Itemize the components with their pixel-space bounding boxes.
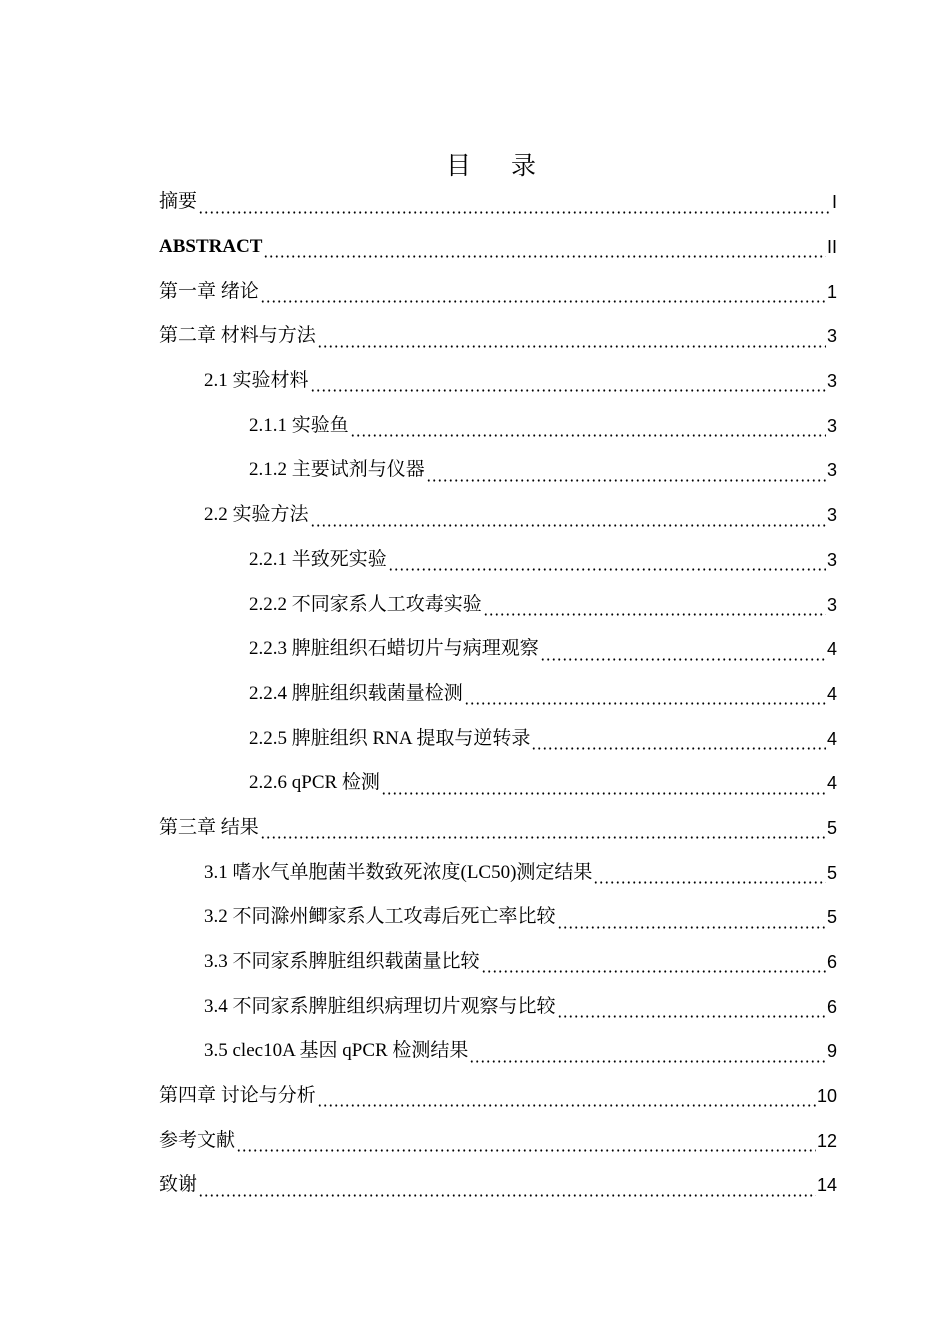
toc-entry-label: 3.4 不同家系脾脏组织病理切片观察与比较 — [204, 995, 556, 1017]
toc-entry-label: 2.1 实验材料 — [204, 370, 309, 392]
toc-dot-leader — [317, 1104, 816, 1107]
toc-entry-label: 第二章 材料与方法 — [159, 325, 316, 347]
toc-dot-leader — [263, 255, 826, 258]
toc-entry[interactable] — [159, 672, 837, 717]
toc-entry-page-number: 10 — [816, 1086, 837, 1107]
toc-entry-label: 2.2.6 qPCR 检测 — [249, 772, 380, 794]
toc-entry-page-number: I — [831, 192, 837, 213]
toc-dot-leader — [483, 613, 826, 616]
toc-entry[interactable] — [159, 269, 837, 314]
toc-entry-page-number: 1 — [826, 281, 837, 302]
toc-entry-label: 3.1 嗜水气单胞菌半数致死浓度(LC50)测定结果 — [204, 861, 593, 883]
toc-entry-page-number: 3 — [826, 415, 837, 436]
toc-dot-leader — [350, 434, 826, 437]
toc-dot-leader — [540, 658, 826, 661]
toc-dot-leader — [593, 881, 826, 884]
toc-dot-leader — [236, 1149, 816, 1152]
toc-entry[interactable] — [159, 1163, 837, 1208]
toc-entry[interactable] — [159, 850, 837, 895]
toc-dot-leader — [310, 389, 826, 392]
toc-entry-page-number: 5 — [826, 817, 837, 838]
toc-dot-leader — [388, 568, 826, 571]
toc-entry-page-number: 4 — [826, 773, 837, 794]
toc-entry[interactable] — [159, 225, 837, 270]
toc-dot-leader — [198, 1194, 816, 1197]
toc-entry-page-number: 4 — [826, 683, 837, 704]
toc-dot-leader — [260, 300, 826, 303]
toc-entry-label: 第一章 绪论 — [159, 280, 259, 302]
toc-entry[interactable] — [159, 403, 837, 448]
toc-list — [159, 180, 837, 1208]
toc-dot-leader — [317, 345, 826, 348]
toc-entry-label: 3.3 不同家系脾脏组织载菌量比较 — [204, 951, 480, 973]
toc-dot-leader — [469, 1060, 826, 1063]
toc-entry-label: 第三章 结果 — [159, 816, 259, 838]
toc-dot-leader — [557, 926, 826, 929]
toc-dot-leader — [557, 1015, 826, 1018]
toc-dot-leader — [381, 792, 826, 795]
toc-entry[interactable] — [159, 761, 837, 806]
toc-entry-label: 参考文献 — [159, 1129, 236, 1151]
toc-entry[interactable] — [159, 627, 837, 672]
toc-dot-leader — [310, 524, 826, 527]
toc-entry-label: 2.2.1 半致死实验 — [249, 548, 387, 570]
toc-title: 目 录 — [446, 151, 552, 180]
toc-entry[interactable] — [159, 1029, 837, 1074]
toc-entry[interactable] — [159, 716, 837, 761]
toc-entry-label: 3.5 clec10A 基因 qPCR 检测结果 — [204, 1040, 469, 1062]
toc-entry-page-number: 6 — [826, 952, 837, 973]
toc-entry-page-number: 9 — [826, 1041, 837, 1062]
toc-dot-leader — [481, 970, 826, 973]
toc-entry-page-number: 5 — [826, 907, 837, 928]
toc-entry-page-number: 4 — [826, 728, 837, 749]
toc-entry[interactable] — [159, 582, 837, 627]
toc-dot-leader — [531, 747, 826, 750]
toc-entry-page-number: 12 — [816, 1130, 837, 1151]
toc-entry-page-number: 3 — [826, 326, 837, 347]
toc-entry-label: ABSTRACT — [159, 236, 263, 258]
toc-dot-leader — [260, 836, 826, 839]
toc-entry[interactable] — [159, 806, 837, 851]
toc-entry-label: 摘要 — [159, 191, 198, 213]
toc-dot-leader — [464, 702, 826, 705]
toc-entry-label: 致谢 — [159, 1174, 198, 1196]
toc-entry[interactable] — [159, 895, 837, 940]
toc-entry-label: 2.2.2 不同家系人工攻毒实验 — [249, 593, 482, 615]
toc-entry[interactable] — [159, 538, 837, 583]
toc-entry-label: 2.1.2 主要试剂与仪器 — [249, 459, 425, 481]
toc-dot-leader — [426, 479, 826, 482]
toc-entry-page-number: 6 — [826, 996, 837, 1017]
toc-dot-leader — [198, 211, 831, 214]
toc-entry-page-number: 3 — [826, 594, 837, 615]
toc-entry-page-number: 3 — [826, 549, 837, 570]
toc-entry-label: 2.2.3 脾脏组织石蜡切片与病理观察 — [249, 638, 539, 660]
toc-entry[interactable] — [159, 359, 837, 404]
toc-entry-page-number: 3 — [826, 371, 837, 392]
toc-entry-label: 第四章 讨论与分析 — [159, 1085, 316, 1107]
toc-entry-page-number: 14 — [816, 1175, 837, 1196]
toc-entry-page-number: 4 — [826, 639, 837, 660]
toc-entry[interactable] — [159, 448, 837, 493]
toc-entry[interactable] — [159, 314, 837, 359]
toc-entry-page-number: 3 — [826, 460, 837, 481]
toc-entry-label: 3.2 不同滁州鲫家系人工攻毒后死亡率比较 — [204, 906, 556, 928]
toc-entry-page-number: 3 — [826, 505, 837, 526]
toc-entry[interactable] — [159, 1118, 837, 1163]
toc-entry[interactable] — [159, 180, 837, 225]
toc-entry[interactable] — [159, 1074, 837, 1119]
toc-entry[interactable] — [159, 984, 837, 1029]
toc-entry-page-number: 5 — [826, 862, 837, 883]
toc-entry-label: 2.1.1 实验鱼 — [249, 414, 349, 436]
toc-entry-label: 2.2 实验方法 — [204, 504, 309, 526]
toc-entry-page-number: II — [826, 237, 837, 258]
toc-entry[interactable] — [159, 940, 837, 985]
toc-entry-label: 2.2.5 脾脏组织 RNA 提取与逆转录 — [249, 727, 531, 749]
toc-entry[interactable] — [159, 493, 837, 538]
toc-entry-label: 2.2.4 脾脏组织载菌量检测 — [249, 682, 463, 704]
